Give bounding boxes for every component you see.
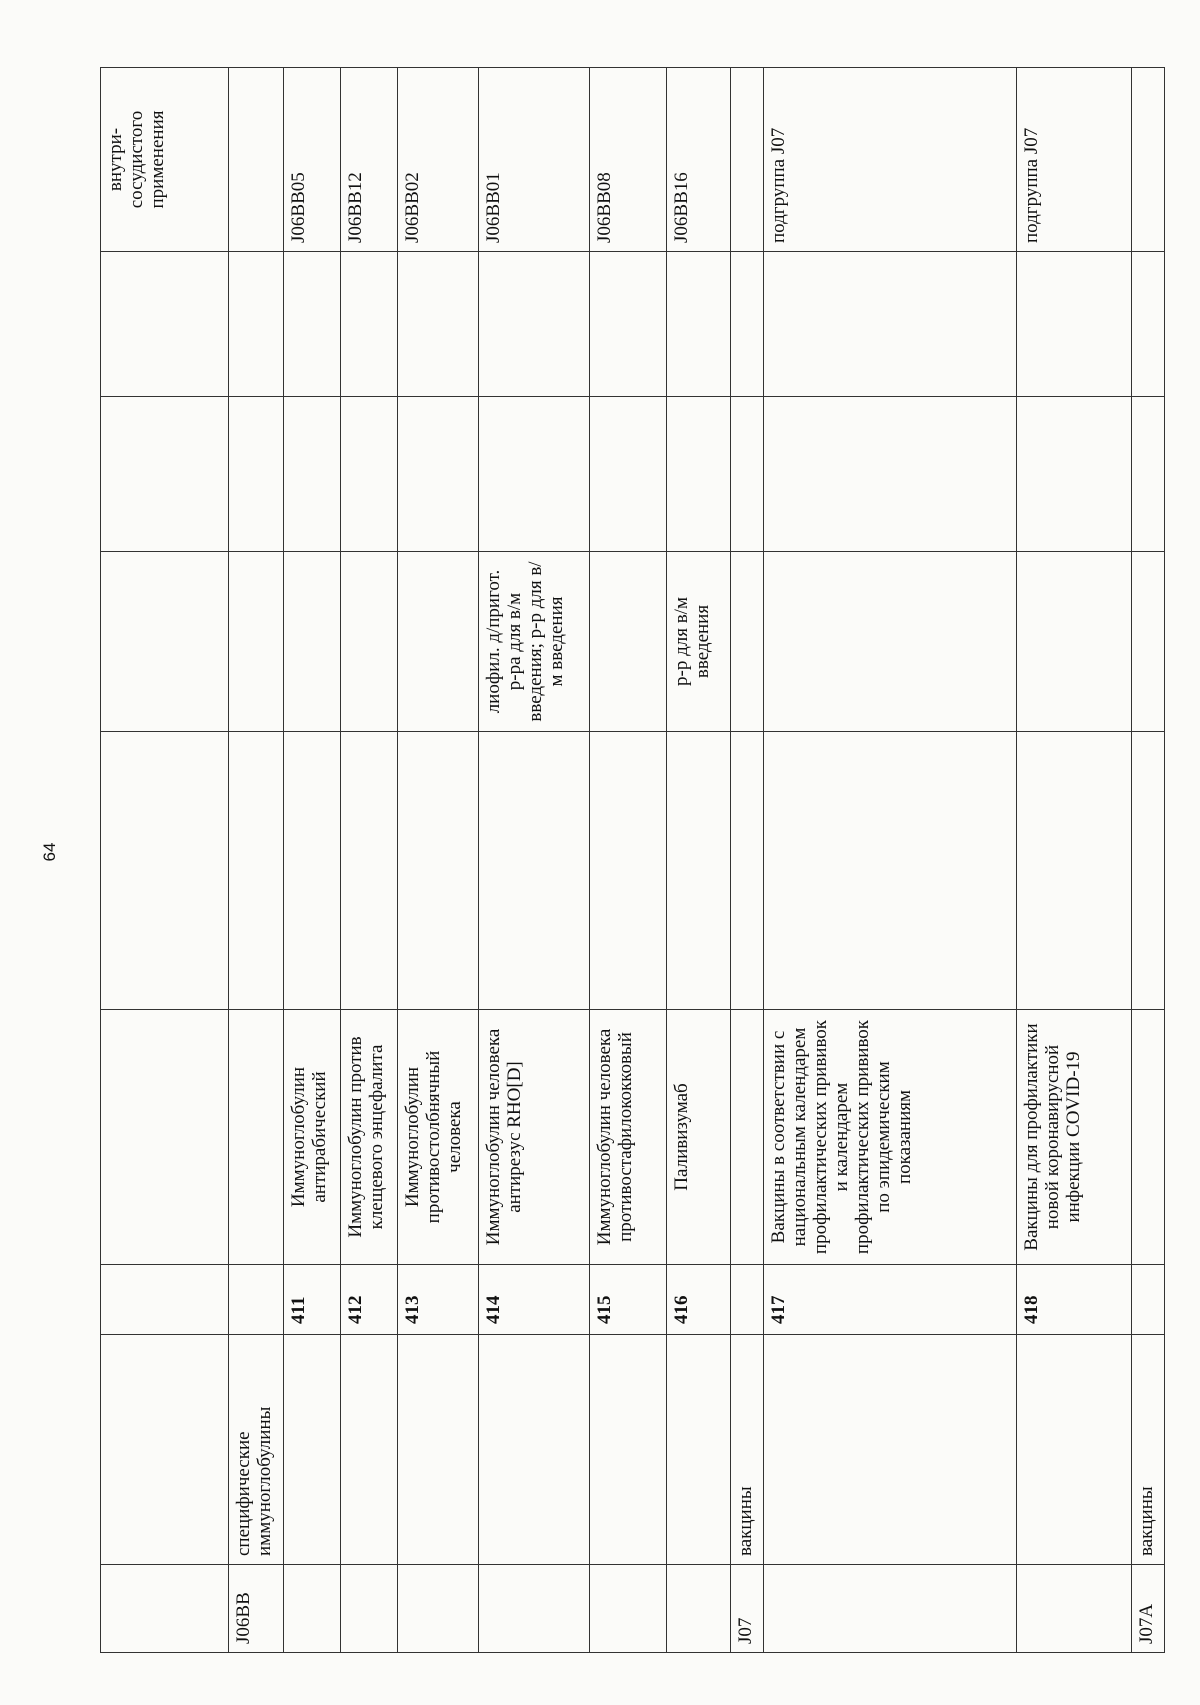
table-row [284, 68, 341, 1653]
route-note-cell: внутри- сосудистого применения [101, 68, 229, 252]
group-cell [590, 1335, 666, 1565]
name-cell: Иммуноглобулин против клещевого энцефалита [340, 1010, 397, 1265]
group-cell: специфические иммуноглобулины [228, 1335, 284, 1565]
name-cell [731, 1010, 764, 1265]
table-row [1132, 68, 1165, 1653]
table-row [397, 68, 479, 1653]
form-cell [340, 552, 397, 732]
name-cell: Иммуноглобулин человека антирезус RHO[D] [479, 1010, 590, 1265]
table-row [666, 68, 730, 1653]
group-cell [284, 1335, 341, 1565]
table-row [763, 68, 1016, 1653]
atc-cell [397, 1565, 479, 1653]
num-cell: 413 [397, 1265, 479, 1335]
num-cell: 415 [590, 1265, 666, 1335]
form-cell [763, 552, 1016, 732]
code-cell: J06BB02 [397, 68, 479, 252]
group-cell: вакцины [731, 1335, 764, 1565]
group-cell [763, 1335, 1016, 1565]
name-cell: Иммуноглобулин противостолбнячный человека [397, 1010, 479, 1265]
table-row [479, 68, 590, 1653]
code-cell [1132, 68, 1165, 252]
name-cell [228, 1010, 284, 1265]
atc-cell [666, 1565, 730, 1653]
num-cell [228, 1265, 284, 1335]
name-cell [1132, 1010, 1165, 1265]
code-cell: подгруппа J07 [763, 68, 1016, 252]
atc-cell: J07 [731, 1565, 764, 1653]
name-cell: Иммуноглобулин антирабический [284, 1010, 341, 1265]
atc-cell: J06BB [228, 1565, 284, 1653]
group-cell [666, 1335, 730, 1565]
num-cell: 418 [1016, 1265, 1132, 1335]
group-cell [397, 1335, 479, 1565]
name-cell: Вакцины в соответствии с национальным календарем профилактических прививок и календарем профилактических прививок по эпидемическим показаниям [763, 1010, 1016, 1265]
code-cell: J06BB08 [590, 68, 666, 252]
form-cell [731, 552, 764, 732]
table-header-row [101, 68, 229, 1653]
drug-table [100, 67, 1165, 1653]
atc-cell [284, 1565, 341, 1653]
num-cell: 417 [763, 1265, 1016, 1335]
form-cell [1016, 552, 1132, 732]
num-cell: 416 [666, 1265, 730, 1335]
group-cell [1016, 1335, 1132, 1565]
code-cell: J06BB16 [666, 68, 730, 252]
form-cell [1132, 552, 1165, 732]
code-cell [731, 68, 764, 252]
name-cell: Паливизумаб [666, 1010, 730, 1265]
num-cell: 414 [479, 1265, 590, 1335]
form-cell [590, 552, 666, 732]
code-cell: J06BB12 [340, 68, 397, 252]
atc-cell [763, 1565, 1016, 1653]
form-cell: р-р для в/м введения [666, 552, 730, 732]
atc-cell [340, 1565, 397, 1653]
num-cell: 411 [284, 1265, 341, 1335]
num-cell [731, 1265, 764, 1335]
form-cell [397, 552, 479, 732]
code-cell: J06BB05 [284, 68, 341, 252]
atc-cell [1016, 1565, 1132, 1653]
name-cell: Иммуноглобулин человека противостафилококковый [590, 1010, 666, 1265]
table-row [228, 68, 284, 1653]
form-cell: лиофил. д/пригот. р-ра для в/м введения; р-р для в/м введения [479, 552, 590, 732]
table-row [1016, 68, 1132, 1653]
drug-table-container [100, 68, 1165, 1653]
atc-cell [590, 1565, 666, 1653]
group-cell [340, 1335, 397, 1565]
code-cell: J06BB01 [479, 68, 590, 252]
num-cell [1132, 1265, 1165, 1335]
group-cell [479, 1335, 590, 1565]
table-row [340, 68, 397, 1653]
group-cell: вакцины [1132, 1335, 1165, 1565]
code-cell: подгруппа J07 [1016, 68, 1132, 252]
table-row [590, 68, 666, 1653]
atc-cell [479, 1565, 590, 1653]
page-number: 64 [40, 842, 59, 862]
form-cell [284, 552, 341, 732]
code-cell [228, 68, 284, 252]
atc-cell: J07A [1132, 1565, 1165, 1653]
name-cell: Вакцины для профилактики новой коронавирусной инфекции COVID-19 [1016, 1010, 1132, 1265]
num-cell: 412 [340, 1265, 397, 1335]
table-row [731, 68, 764, 1653]
form-cell [228, 552, 284, 732]
